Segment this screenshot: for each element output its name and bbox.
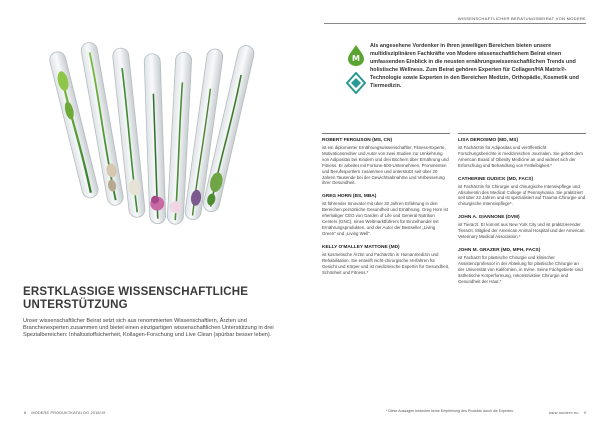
test-tubes-illustration	[8, 14, 295, 279]
right-page	[300, 0, 600, 425]
expert-bio: ist kosmetische Ärztin und Fachärztin in Humanmedizin und Rehabilitation. Sie entwirft nicht-chirurgische Verfahren für Gesicht und Körper und ist medizinische Expertin für Gesundheit, Schönheit und Fitness.*	[322, 251, 450, 275]
svg-text:M: M	[352, 54, 360, 63]
column-rule-left	[322, 133, 450, 134]
expert-entry	[458, 138, 586, 169]
footnote: * Diese Aussagen bedeuten keine Empfehlung des Produkts durch die Experten.	[385, 409, 515, 413]
page-number-left: 8	[24, 411, 27, 415]
expert-name: LISA DEROSIMO (MD, MS)	[458, 138, 519, 143]
expert-name: GREG HORN (BS, MBA)	[322, 194, 377, 200]
column-rule-right	[458, 133, 586, 134]
website-link[interactable]: www.modere.eu	[548, 411, 579, 415]
folio-right	[549, 411, 586, 415]
expert-column-right	[458, 138, 586, 293]
expert-bio: ist führender Innovator mit über 20 Jahren Erfahrung in den Bereichen persönliche Gesundheit und Ernährung. Greg Horn ist ehemaliger CEO von Garden of Life und General Nutrition Centers (GNC), eines Weltmarktführers für Einzelhandel mit Ernährungsprodukten, und der Autor der Bestseller „Living Green" und „Living Well".	[322, 201, 448, 236]
expert-bio: ist ein diplomierter Ernährungswissenschaftler, Fitness-Experte, Motivationsredner und Autor von zwei Studien zur Umkehrung von Adipositas bei Kindern und drei Büchern über Ernährung und Fitness. Er arbeitet mit Fortune-500-Unternehmen, Prominenten und Berufssportlern zusammen und unterstützt seit über 20 Jahren Tausende bei der Gewichtsabnahme und Verbesserung ihrer Gesundheit.	[322, 145, 449, 186]
expert-name: KELLY O'MALLEY MATTONE (MD)	[322, 244, 400, 250]
expert-name: CATHERINE DUDICK (MD, FACS)	[458, 176, 534, 182]
expert-name: ROBERT FERGUSON (MS, CN)	[322, 138, 393, 143]
intro-paragraph: Unser wissenschaftlicher Beirat setzt sich aus renommierten Wissenschaftlern, Ärzten und Branchenexperten zusammen und bietet einen einzigartigen wissenschaftlichen Unterstützung in drei Spezialbereichen: Inhaltsstoffsicherheit, Kollagen-Forschung und Live Clean (spürbar besser leben).	[23, 318, 274, 339]
expert-bio: ist Facharzt für plastische Chirurgie und klinischer Assistenzprofessor in der Abteilung für plastische Chirurgie an der Universität von Kalifornien, in Irvine. Seine Fachgebiete sind ästhetische Körperformung, rekonstruktive Chirurgie und Gesundheit der Haut.*	[458, 254, 583, 284]
leaf-drop-icon	[346, 44, 366, 66]
diamond-shield-icon	[346, 72, 366, 94]
icon-stack	[346, 44, 368, 94]
hero-image	[8, 14, 295, 279]
page-number-right: 9	[583, 411, 586, 415]
section-rule	[324, 23, 586, 24]
page-headline: ERSTKLASSIGE WISSENSCHAFTLICHE UNTERSTÜTZUNG	[23, 286, 249, 311]
folio-left	[24, 411, 106, 415]
expert-entry	[458, 248, 586, 285]
expert-entry	[458, 215, 586, 240]
expert-entry	[458, 177, 586, 208]
expert-entry	[322, 245, 450, 276]
catalog-title: MODERE PRODUKTKATALOG 2018/19	[31, 411, 106, 415]
expert-name: JOHN M. GRAZER (MD, MPH, FACS)	[458, 247, 541, 253]
expert-entry	[322, 138, 450, 186]
expert-bio: ist Fachärztin für Adipositas und veröffentlicht Forschungsberichte in medizinischen Journalen. Sie gehört dem American Board of Obesity Medicine an und widmet sich der Erforschung und Behandlung von Fettleibigkeit.*	[458, 145, 583, 168]
advisory-callout: Als angesehene Vordenker in ihren jeweiligen Bereichen bieten unsere multidisziplinären Fachkräfte von Modere wissenschaftlichem Beirat einen umfassenden Einblick in die neusten ernährungswissenschaftlichen Trends und holistische Wellness. Zum Beirat gehören Experten für Collagen/HA Matrix®-Technologie sowie Experten in den Bereichen Medizin, Orthopädie, Kosmetik und Tiermedizin.	[370, 43, 579, 90]
expert-name: JOHN A. GIANNONE (DVM)	[458, 215, 520, 221]
expert-entry	[322, 194, 450, 236]
expert-bio: ist Tierarzt. Er kommt aus New York City und ist praktizierender Tierarzt, Mitglied der American Animal Hospital und der American Veterinary Medical Association.*	[458, 222, 585, 240]
expert-column-left	[322, 138, 450, 283]
expert-bio: ist Fachärztin für Chirurgie und chirurgische Intensivpflege und Absolventin des Medical College of Pennsylvania. Sie praktiziert seit über 22 Jahren und ist spezialisiert auf Trauma-Chirurgie und chirurgische Intensivpflege*.	[458, 183, 586, 207]
section-label: WISSENSCHAFTLICHER BERATUNGSBEIRAT VON MODERE	[457, 16, 586, 21]
